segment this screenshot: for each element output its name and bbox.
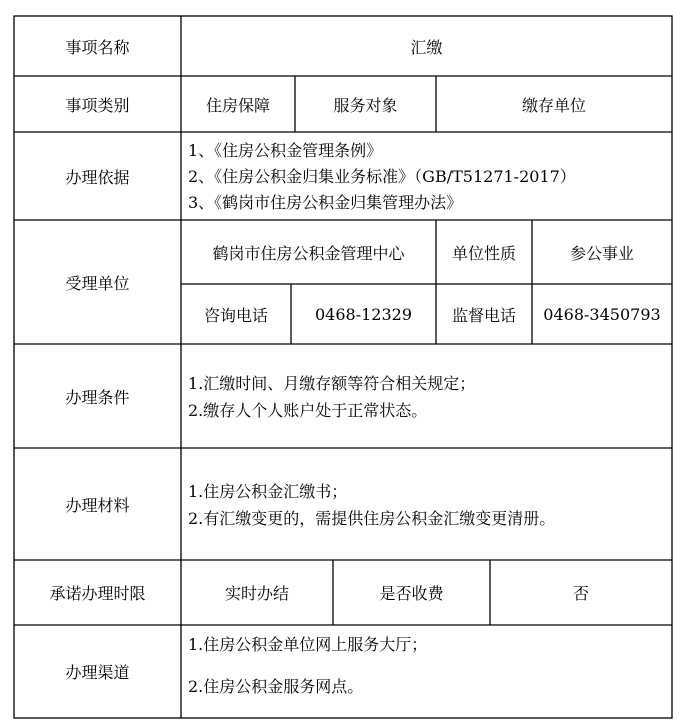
- basis-item: 2、《住房公积金归集业务标准》（GB/T51271-2017）: [188, 167, 576, 186]
- channel-list: [188, 634, 668, 698]
- item-category-value: 住房保障: [205, 95, 270, 115]
- consult-phone-value: 0468-12329: [314, 304, 413, 324]
- materials-label: 办理材料: [65, 495, 130, 515]
- supervise-phone-label: 监督电话: [451, 305, 516, 325]
- supervise-phone-value: 0468-3450793: [543, 304, 661, 324]
- condition-item: 1.汇缴时间、月缴存额等符合相关规定；: [188, 374, 476, 393]
- service-target-value: 缴存单位: [521, 95, 586, 115]
- conditions-label: 办理条件: [65, 387, 130, 407]
- condition-item: 2.缴存人个人账户处于正常状态。: [188, 401, 428, 420]
- time-limit-label: 承诺办理时限: [49, 584, 146, 603]
- service-target-label: 服务对象: [333, 95, 398, 115]
- item-name-label: 事项名称: [65, 37, 130, 57]
- basis-list: [188, 138, 668, 216]
- consult-phone-label: 咨询电话: [203, 305, 268, 325]
- item-name-value: 汇缴: [410, 37, 443, 57]
- basis-item: 1、《住房公积金管理条例》: [188, 141, 383, 160]
- material-item: 2.有汇缴变更的，需提供住房公积金汇缴变更清册。: [188, 509, 556, 528]
- channel-label: 办理渠道: [65, 663, 130, 682]
- item-category-label: 事项类别: [65, 95, 130, 115]
- handling-unit-org: 鹤岗市住房公积金管理中心: [212, 243, 405, 263]
- time-limit-value: 实时办结: [224, 584, 289, 603]
- unit-nature-value: 参公事业: [569, 243, 634, 263]
- unit-nature-label: 单位性质: [451, 243, 516, 263]
- materials-list: [188, 478, 668, 532]
- channel-item: 2.住房公积金服务网点。: [188, 677, 364, 696]
- basis-item: 3、《鹤岗市住房公积金归集管理办法》: [188, 193, 463, 212]
- fee-label: 是否收费: [379, 584, 444, 603]
- channel-item: 1.住房公积金单位网上服务大厅；: [188, 635, 428, 654]
- handling-unit-label: 受理单位: [65, 273, 130, 293]
- fee-value: 否: [572, 584, 589, 603]
- material-item: 1.住房公积金汇缴书；: [188, 482, 348, 501]
- basis-label: 办理依据: [65, 167, 130, 187]
- conditions-list: [188, 370, 668, 424]
